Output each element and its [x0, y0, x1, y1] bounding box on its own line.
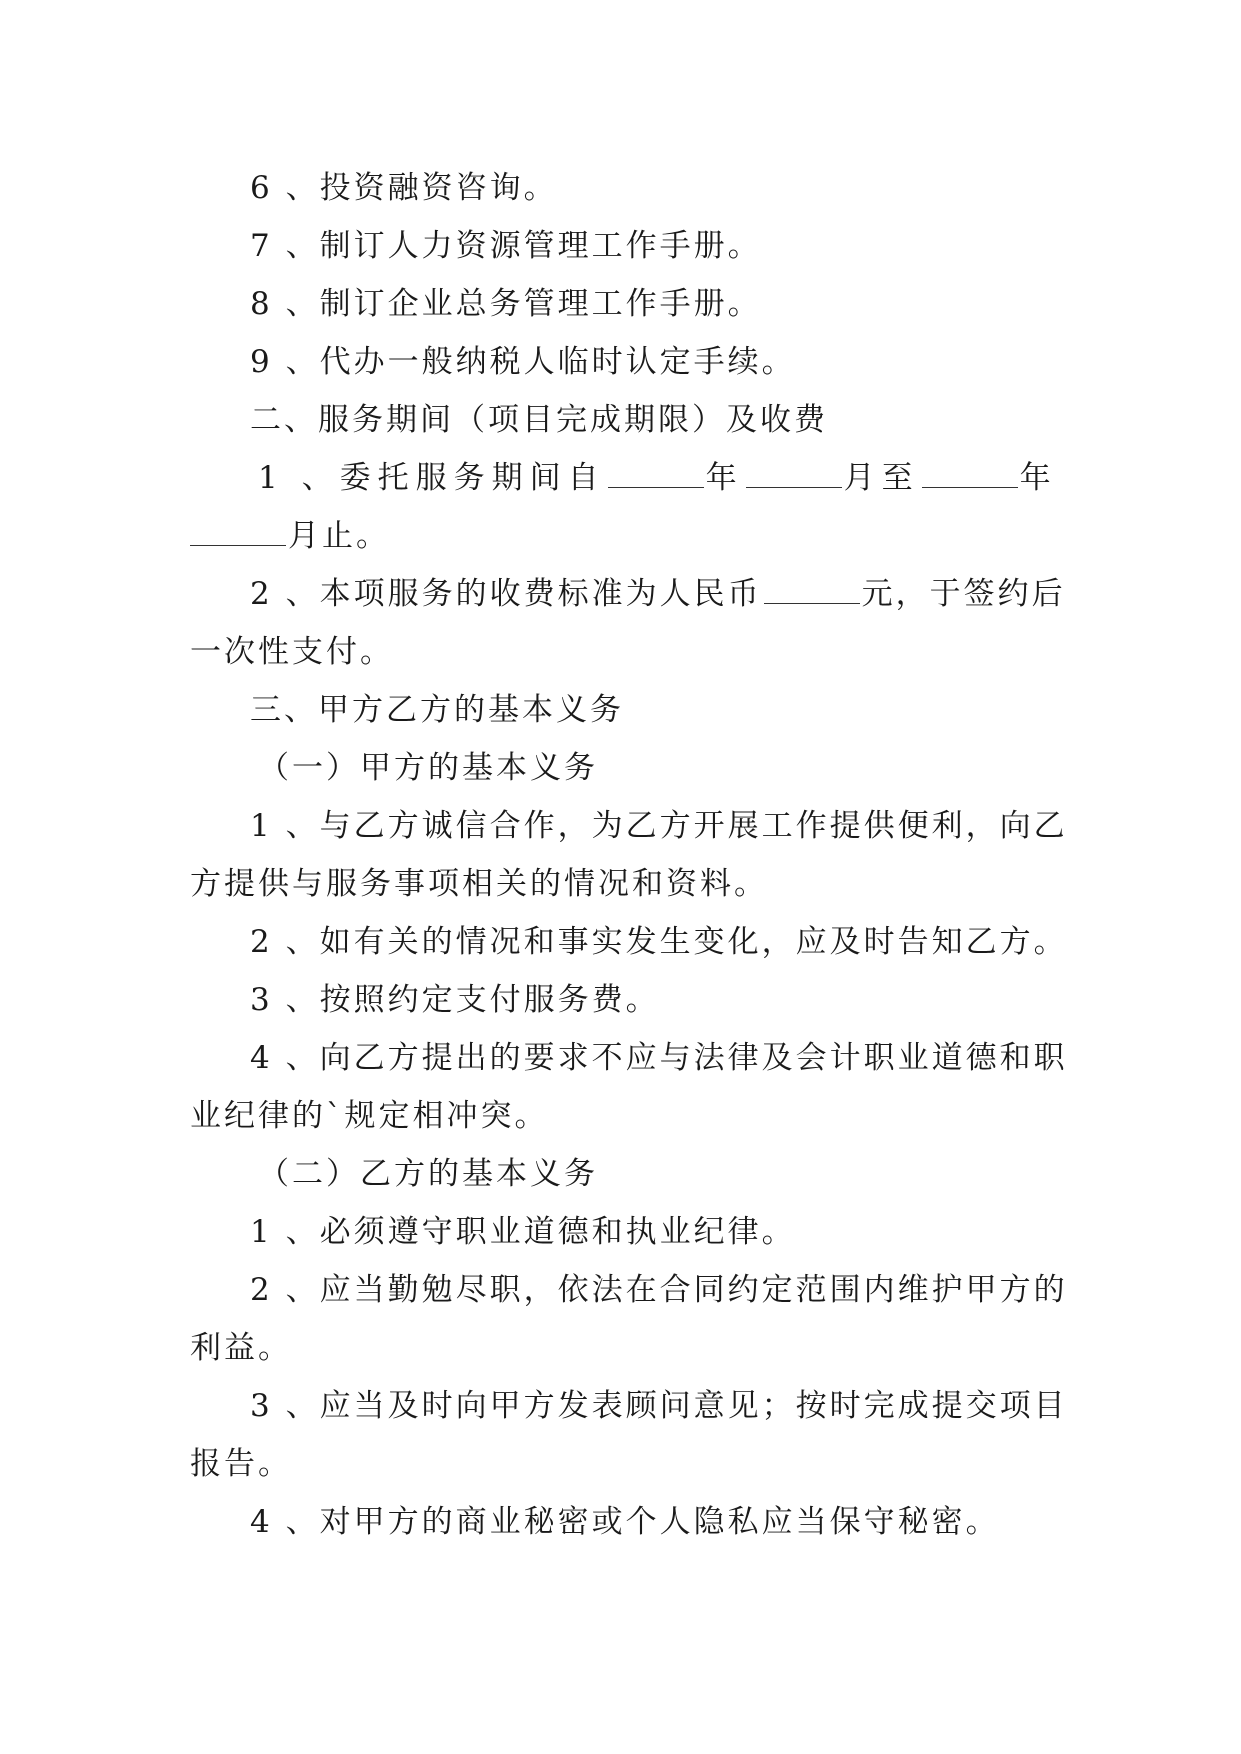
party-a-duty-1: 1 、与乙方诚信合作，为乙方开展工作提供便利，向乙: [250, 808, 1068, 844]
party-b-duty-3-cont: 报告。: [190, 1446, 292, 1482]
clause-text: 月止。: [288, 518, 390, 554]
party-a-duty-1-cont: 方提供与服务事项相关的情况和资料。: [190, 866, 768, 902]
clause-fee: [250, 574, 1120, 614]
subsection-heading-party-b: （二）乙方的基本义务: [258, 1156, 598, 1192]
party-b-duty-1: 1 、必须遵守职业道德和执业纪律。: [250, 1214, 796, 1250]
party-a-duty-4-cont: 业纪律的`规定相冲突。: [190, 1098, 549, 1134]
clause-text: 元，于签约后: [861, 576, 1066, 612]
party-b-duty-3: 3 、应当及时向甲方发表顾问意见；按时完成提交项目: [250, 1388, 1068, 1424]
party-b-duty-2-cont: 利益。: [190, 1330, 292, 1366]
party-a-duty-3: 3 、按照约定支付服务费。: [250, 982, 660, 1018]
clause-text: 年: [1019, 460, 1058, 496]
service-item-8: 8 、制订企业总务管理工作手册。: [250, 286, 762, 322]
party-b-duty-2: 2 、应当勤勉尽职，依法在合同约定范围内维护甲方的: [250, 1272, 1068, 1308]
blank-line: [746, 459, 842, 488]
clause-text: 1 、委托服务期间自: [258, 460, 606, 496]
party-a-duty-4: 4 、向乙方提出的要求不应与法律及会计职业道德和职: [250, 1040, 1068, 1076]
service-item-7: 7 、制订人力资源管理工作手册。: [250, 228, 762, 264]
blank-line: [608, 459, 704, 488]
service-item-9: 9 、代办一般纳税人临时认定手续。: [250, 344, 796, 380]
blank-line: [764, 575, 860, 604]
blank-line: [922, 459, 1018, 488]
subsection-heading-party-a: （一）甲方的基本义务: [258, 750, 598, 786]
section-heading-2: 二、服务期间（项目完成期限）及收费: [250, 402, 828, 438]
clause-fee-cont: 一次性支付。: [190, 634, 394, 670]
service-item-6: 6 、投资融资咨询。: [250, 170, 558, 206]
party-b-duty-4: 4 、对甲方的商业秘密或个人隐私应当保守秘密。: [250, 1504, 1000, 1540]
clause-text: 2 、本项服务的收费标准为人民币: [250, 576, 762, 612]
clause-text: 年: [705, 460, 744, 496]
section-heading-3: 三、甲方乙方的基本义务: [250, 692, 624, 728]
clause-text: 月至: [843, 460, 920, 496]
party-a-duty-2: 2 、如有关的情况和事实发生变化，应及时告知乙方。: [250, 924, 1068, 960]
clause-service-period: [258, 458, 1128, 498]
clause-service-period-cont: [190, 516, 1060, 556]
blank-line: [190, 517, 286, 546]
